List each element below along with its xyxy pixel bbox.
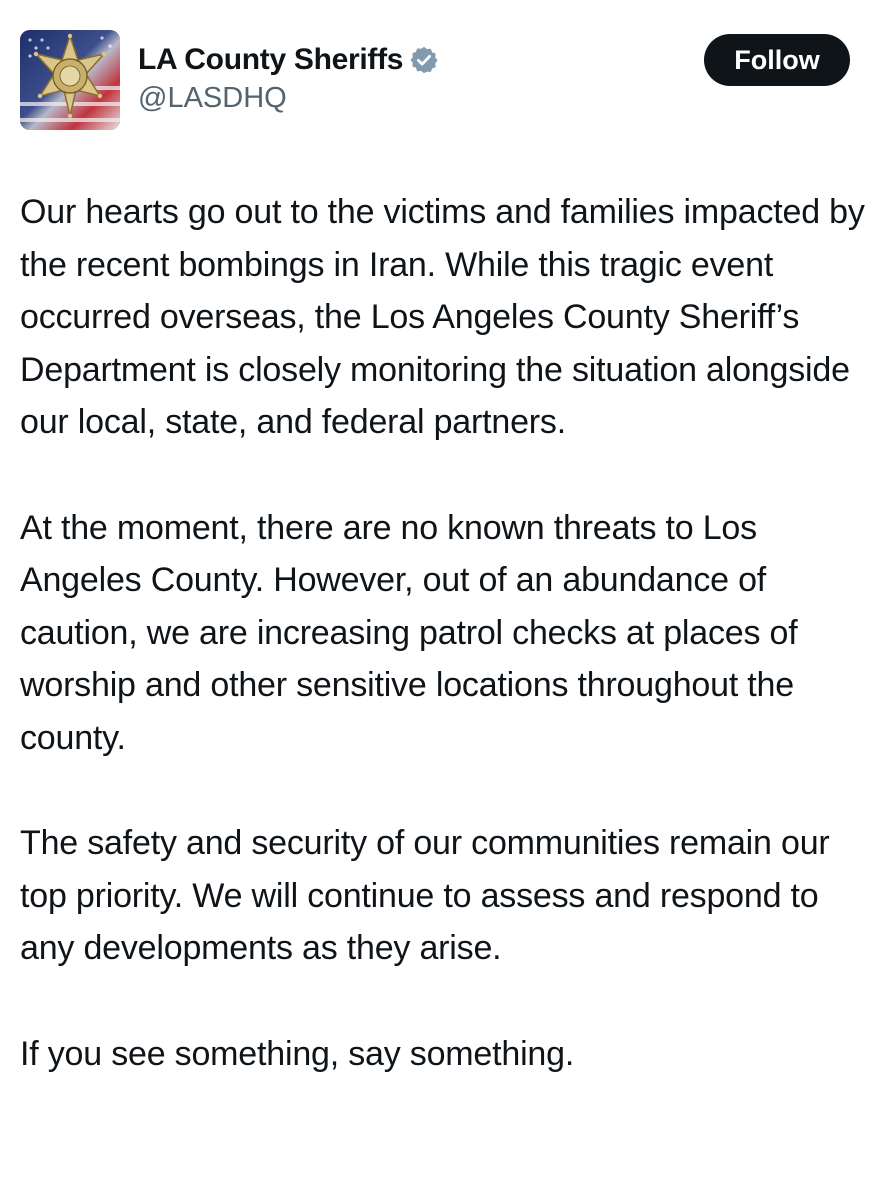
- account-handle[interactable]: @LASDHQ: [138, 82, 287, 114]
- display-name[interactable]: LA County Sheriffs: [138, 43, 404, 76]
- tweet-paragraph: At the moment, there are no known threats to Los Angeles County. However, out of an abundance of caution, we are increasing patrol checks at places of worship and other sensitive locations throughout the county.: [20, 508, 798, 757]
- verified-badge-icon: [409, 45, 439, 75]
- account-names: [138, 40, 439, 115]
- avatar[interactable]: [20, 30, 120, 130]
- tweet-header: [20, 30, 850, 132]
- tweet-paragraph: If you see something, say something.: [20, 1034, 575, 1073]
- follow-button[interactable]: Follow: [704, 34, 850, 86]
- sheriff-badge-icon: [20, 30, 120, 130]
- tweet-text: [20, 186, 870, 1133]
- tweet-paragraph: Our hearts go out to the victims and families impacted by the recent bombings in Iran. While this tragic event occurred overseas, the Los Angeles County Sheriff’s Department is closely monitoring the situation alongside our local, state, and federal partners.: [20, 193, 865, 442]
- display-name-row: [138, 40, 439, 80]
- tweet-paragraph: The safety and security of our communities remain our top priority. We will continue to assess and respond to any developments as they arise.: [20, 824, 830, 968]
